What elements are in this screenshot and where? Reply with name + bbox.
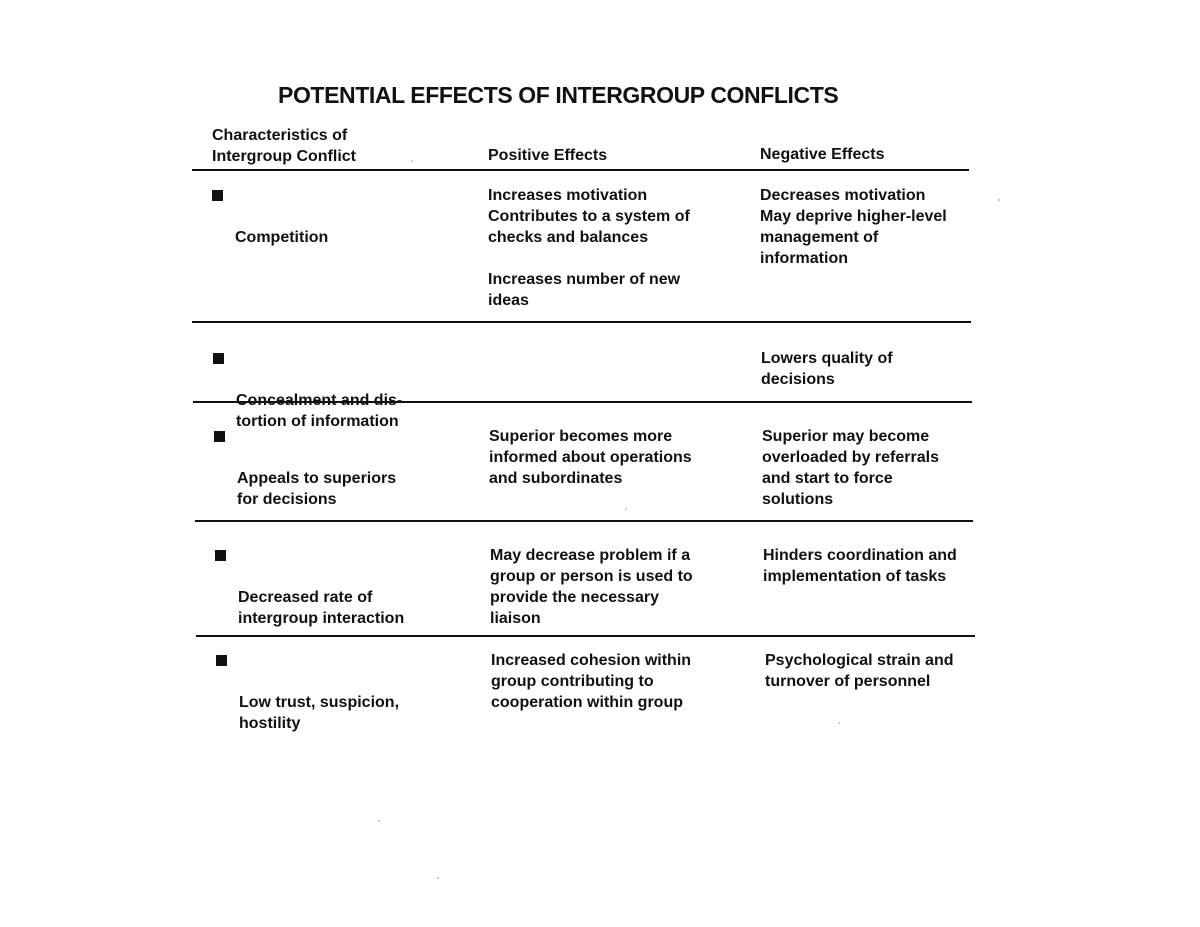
- column-header-characteristics: Characteristics of Intergroup Conflict: [212, 127, 356, 165]
- scan-speck: [411, 160, 413, 162]
- header-rule: [192, 169, 969, 171]
- positive-effect-cell: Superior becomes more informed about operations and subordinates: [489, 428, 692, 487]
- negative-effect-cell: Superior may become overloaded by referrals and start to force solutions: [762, 428, 939, 508]
- scan-speck: [625, 508, 627, 510]
- positive-effect-cell: May decrease problem if a group or person is used to provide the necessary liaison: [490, 547, 693, 627]
- characteristic-cell: [213, 348, 402, 432]
- bullet-square-icon: [214, 431, 225, 442]
- characteristic-cell: [214, 426, 396, 510]
- bullet-square-icon: [216, 655, 227, 666]
- characteristic-cell: [215, 545, 404, 629]
- positive-effect-cell: Increases motivation Contributes to a system of checks and balances Increases number of new ideas: [488, 187, 690, 309]
- characteristic-cell: [216, 650, 399, 734]
- row-rule: [195, 520, 973, 522]
- characteristic-label: Low trust, suspicion, hostility: [239, 694, 400, 732]
- scan-speck: [378, 820, 380, 822]
- positive-effect-cell: Increased cohesion within group contributing to cooperation within group: [491, 652, 692, 711]
- characteristic-label: Appeals to superiors for decisions: [237, 470, 397, 508]
- negative-effect-cell: Decreases motivation May deprive higher-level management of information: [760, 187, 947, 267]
- row-rule: [192, 321, 971, 323]
- scan-speck: [437, 877, 439, 879]
- column-header-negative-effects: Negative Effects: [760, 146, 885, 163]
- negative-effect-cell: Psychological strain and turnover of personnel: [765, 652, 954, 690]
- scan-speck: [838, 722, 840, 724]
- page-title: POTENTIAL EFFECTS OF INTERGROUP CONFLICTS: [278, 82, 839, 108]
- characteristic-label: Decreased rate of intergroup interaction: [238, 589, 405, 627]
- scan-speck: [998, 199, 1000, 201]
- bullet-square-icon: [212, 190, 223, 201]
- bullet-square-icon: [215, 550, 226, 561]
- column-header-positive-effects: Positive Effects: [488, 147, 608, 164]
- negative-effect-cell: Lowers quality of decisions: [761, 350, 893, 388]
- characteristic-label: Competition: [235, 229, 329, 246]
- bullet-square-icon: [213, 353, 224, 364]
- negative-effect-cell: Hinders coordination and implementation of tasks: [763, 547, 957, 585]
- characteristic-label: tortion of information: [236, 413, 399, 430]
- characteristic-cell: [212, 185, 328, 248]
- row-rule: [193, 401, 972, 403]
- row-rule: [196, 635, 975, 637]
